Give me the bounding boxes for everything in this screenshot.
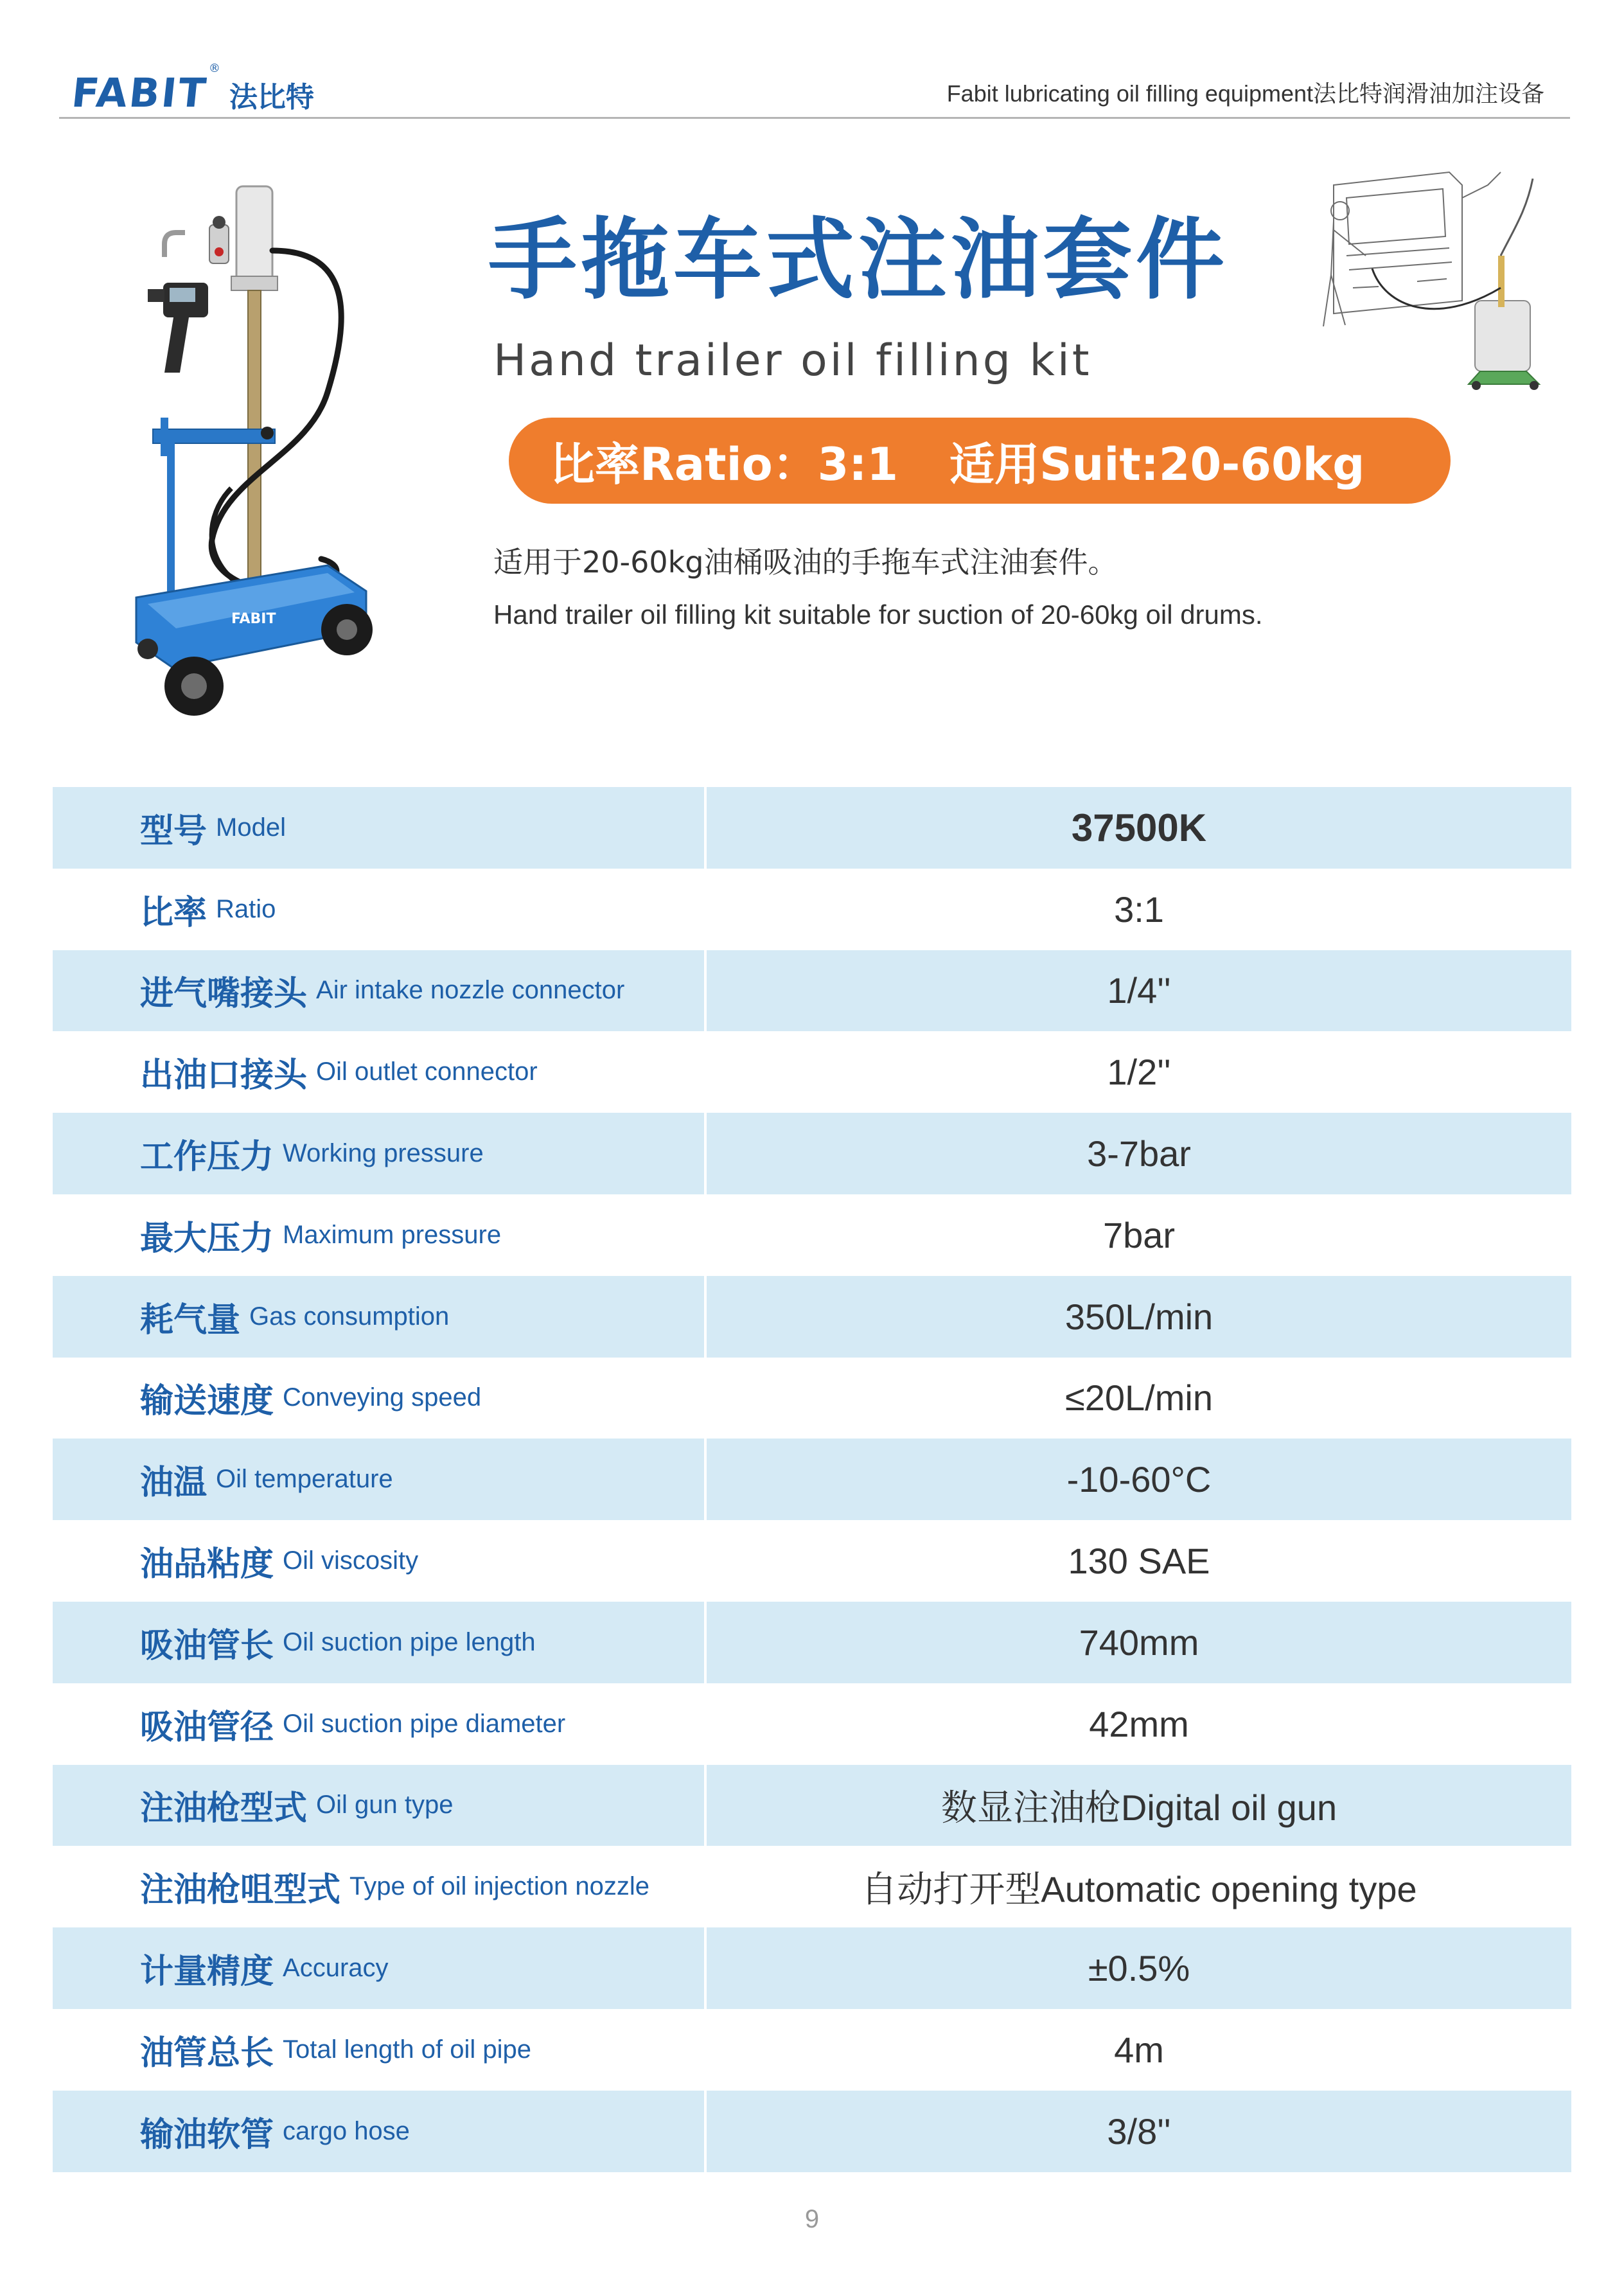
spec-value: 4m (1114, 2029, 1164, 2070)
spec-label-chinese: 油温 (140, 1464, 207, 1503)
spec-label-cell (53, 1113, 704, 1194)
spec-label-english: Oil outlet connector (316, 1058, 538, 1086)
spec-label-cell (53, 1520, 704, 1602)
spec-label-chinese: 输油软管 (140, 2115, 274, 2154)
table-row (53, 1683, 1571, 1765)
registered-mark: ® (208, 62, 220, 75)
page-title-english: Hand trailer oil filling kit (493, 335, 1092, 386)
spec-label-cell (53, 1276, 704, 1358)
spec-label-cell (53, 1765, 704, 1846)
spec-value-cell (707, 1194, 1571, 1276)
table-row (53, 1927, 1571, 2009)
table-row (53, 1602, 1571, 1683)
spec-label-cell (53, 1846, 704, 1927)
spec-value-cell (707, 869, 1571, 950)
table-row (53, 1194, 1571, 1276)
spec-label-chinese: 吸油管长 (140, 1626, 274, 1665)
spec-label-cell (53, 787, 704, 869)
banner-suit: 适用Suit:20-60kg (949, 438, 1365, 491)
spec-label-english: Type of oil injection nozzle (349, 1872, 649, 1901)
spec-label-chinese: 比率 (140, 893, 207, 932)
product-trolley-image (135, 180, 392, 732)
spec-value: 1/4'' (1107, 970, 1171, 1011)
table-row (53, 1846, 1571, 1927)
table-row (53, 1765, 1571, 1846)
spec-value-cell (707, 1846, 1571, 1927)
table-row (53, 1276, 1571, 1358)
spec-value: 1/2'' (1107, 1052, 1171, 1093)
spec-value: 自动打开型Automatic opening type (861, 1868, 1417, 1909)
spec-value-cell (707, 1765, 1571, 1846)
spec-label-cell (53, 869, 704, 950)
spec-value-cell (707, 1113, 1571, 1194)
description-english: Hand trailer oil filling kit suitable for suction of 20-60kg oil drums. (493, 599, 1263, 630)
logo-chinese: 法比特 (229, 81, 314, 114)
spec-label-english: Oil suction pipe length (283, 1627, 536, 1656)
spec-label-chinese: 注油枪型式 (140, 1789, 308, 1828)
spec-label-cell (53, 1439, 704, 1520)
spec-label-cell (53, 1602, 704, 1683)
table-row (53, 2091, 1571, 2172)
spec-value-cell (707, 1683, 1571, 1765)
ratio-suit-banner (509, 418, 1451, 504)
spec-label-cell (53, 1358, 704, 1439)
spec-label-chinese: 吸油管径 (140, 1708, 274, 1747)
spec-label-chinese: 型号 (140, 811, 207, 851)
table-row (53, 950, 1571, 1032)
spec-label-english: Maximum pressure (283, 1220, 502, 1249)
spec-label-cell (53, 1927, 704, 2009)
spec-label-english: Oil temperature (216, 1465, 393, 1494)
spec-value: 3-7bar (1087, 1133, 1191, 1174)
spec-label-chinese: 出油口接头 (140, 1056, 308, 1095)
spec-label-english: Oil suction pipe diameter (283, 1709, 566, 1738)
table-row (53, 787, 1571, 869)
banner-ratio: 比率Ratio：3:1 (550, 438, 899, 491)
spec-value: -10-60°C (1066, 1459, 1212, 1500)
spec-label-cell (53, 1031, 704, 1113)
spec-label-english: Conveying speed (283, 1383, 482, 1412)
table-row (53, 1358, 1571, 1439)
spec-label-english: Air intake nozzle connector (316, 976, 625, 1005)
spec-value-cell (707, 2009, 1571, 2091)
spec-label-chinese: 注油枪咀型式 (140, 1871, 341, 1910)
spec-label-chinese: 耗气量 (140, 1300, 241, 1340)
spec-label-english: Ratio (216, 894, 276, 923)
table-row (53, 1520, 1571, 1602)
spec-value-cell (707, 787, 1571, 869)
spec-value: 740mm (1079, 1622, 1199, 1663)
spec-value-cell (707, 1031, 1571, 1113)
spec-label-cell (53, 2091, 704, 2172)
logo-wordmark: FABIT (69, 69, 210, 116)
spec-label-english: Oil gun type (316, 1791, 454, 1819)
table-row (53, 869, 1571, 950)
spec-label-cell (53, 950, 704, 1032)
description-chinese: 适用于20-60kg油桶吸油的手拖车式注油套件。 (493, 545, 1118, 580)
spec-label-english: Working pressure (283, 1139, 484, 1168)
spec-label-chinese: 进气嘴接头 (140, 975, 308, 1014)
spec-value-cell (707, 1520, 1571, 1602)
spec-label-english: Model (216, 813, 286, 842)
spec-value: 350L/min (1064, 1296, 1214, 1337)
spec-value-cell (707, 1602, 1571, 1683)
spec-label-cell (53, 1194, 704, 1276)
spec-value: 37500K (1071, 806, 1207, 849)
table-row (53, 2009, 1571, 2091)
spec-value-cell (707, 1358, 1571, 1439)
product-logo-text: FABIT (231, 611, 276, 627)
spec-value-cell (707, 2091, 1571, 2172)
spec-value: ±0.5% (1088, 1948, 1190, 1989)
spec-value-cell (707, 1276, 1571, 1358)
spec-label-cell (53, 2009, 704, 2091)
page-number: 9 (804, 2205, 820, 2233)
spec-label-chinese: 输送速度 (140, 1382, 274, 1421)
spec-value-cell (707, 1927, 1571, 2009)
spec-value: ≤20L/min (1065, 1377, 1213, 1419)
table-row (53, 1113, 1571, 1194)
spec-label-english: cargo hose (283, 2116, 410, 2145)
spec-label-cell (53, 1683, 704, 1765)
spec-value: 3/8'' (1107, 2111, 1171, 2152)
spec-label-english: Gas consumption (249, 1302, 450, 1331)
spec-value: 数显注油枪Digital oil gun (940, 1787, 1337, 1828)
spec-label-english: Accuracy (283, 1954, 389, 1983)
header-divider (59, 117, 1570, 119)
spec-label-english: Total length of oil pipe (283, 2035, 531, 2064)
header-caption: Fabit lubricating oil filling equipment法比特润滑油加注设备 (946, 80, 1544, 107)
spec-table (53, 787, 1571, 2172)
spec-label-chinese: 工作压力 (140, 1138, 274, 1177)
spec-label-chinese: 油管总长 (140, 2033, 274, 2073)
page-title-chinese: 手拖车式注油套件 (488, 208, 1229, 312)
table-row (53, 1031, 1571, 1113)
page-header (59, 62, 1570, 118)
spec-label-english: Oil viscosity (283, 1546, 419, 1575)
fabit-logo (69, 62, 314, 116)
spec-value: 42mm (1089, 1703, 1189, 1744)
usage-scene-sketch (1308, 159, 1552, 391)
spec-value: 130 SAE (1068, 1541, 1210, 1582)
spec-value: 7bar (1102, 1214, 1176, 1255)
spec-value: 3:1 (1114, 889, 1164, 930)
spec-value-cell (707, 950, 1571, 1032)
table-row (53, 1439, 1571, 1520)
spec-label-chinese: 油品粘度 (140, 1545, 274, 1584)
spec-label-chinese: 最大压力 (140, 1219, 274, 1258)
spec-label-chinese: 计量精度 (140, 1952, 274, 1992)
spec-value-cell (707, 1439, 1571, 1520)
